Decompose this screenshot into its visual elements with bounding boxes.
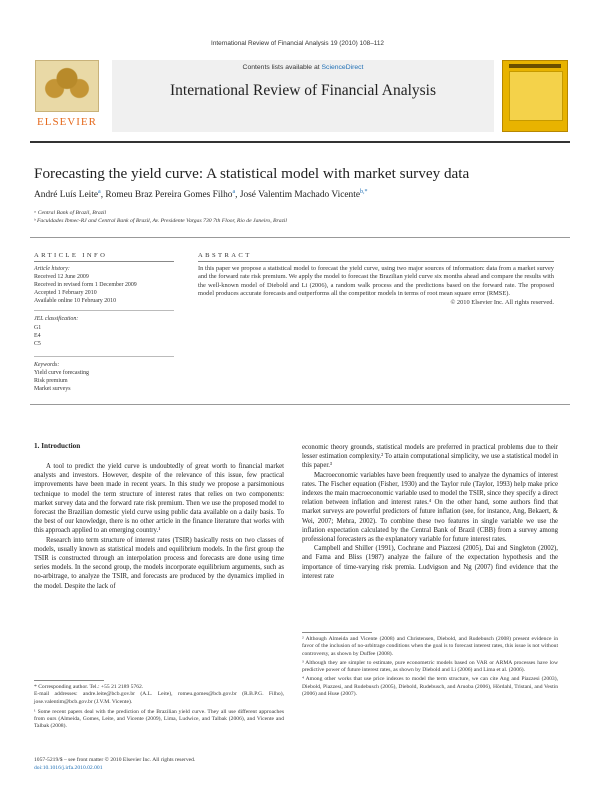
front-matter-footer [34, 756, 195, 772]
masthead-rule [30, 141, 570, 143]
section-heading: 1. Introduction [34, 442, 81, 450]
footnote: ¹ Some recent papers deal with the prediction of the Brazilian yield curve. They all use different approaches from ours (Almeida, Gomes, Leite, and Vicente (2009), Lima, Ludwice, and Talbak (2006), and Vicente and Talbak (2008). [34, 708, 284, 730]
footnote: ³ Although they are simpler to estimate, pure econometric models based on VAR or ARMA processes have low predictive power of future interest rates, as shown by Diebold and Li (2006) and Lima et al. (2006). [302, 659, 558, 674]
author-separator: , [100, 190, 106, 201]
journal-cover-thumbnail[interactable] [502, 60, 568, 132]
abstract-text: In this paper we propose a statistical model to forecast the yield curve, using two major sources of information: data from a market survey and the forward rate risk premium. We apply the model to forecast the Brazilian yield curve six months ahead and compare the results with the well-known model of Diebold and Li (2006), a random walk process and the predictions based on the forward rate. The proposed model produces accurate forecasts and outperforms all the competitor models in terms of root mean square error (RMSE). [198, 265, 554, 298]
author-affil-sup[interactable]: a [232, 189, 236, 195]
keyword: Risk premium [34, 378, 68, 385]
copyright-line: © 2010 Elsevier Inc. All rights reserved. [450, 298, 554, 306]
doi-link[interactable]: doi:10.1016/j.irfa.2010.02.001 [34, 765, 103, 771]
footnote: E-mail addresses: andre.leite@bcb.gov.br (A.L. Leite), romeu.gomes@bcb.gov.br (R.B.P.G. Filho), jose.valentim@bcb.gov.br (J.V.M. Vicente). [34, 691, 284, 705]
paragraph: A tool to predict the yield curve is undoubtedly of great worth to financial market analysts and investors. However, despite of the relevance of this issue, few practical improvements have been made in recent years. In this study we propose a parsimonious technique to model the term structure of interest rates that relies on two components: market survey data and the forward rate risk premium. Then we use the proposed model to forecast the Brazilian domestic yield curve using public data available on a daily basis. To the best of our knowledge, there is no other article in the finance literature that works with this approach applied to an emerging country.¹ [34, 463, 284, 535]
elsevier-logo[interactable] [32, 60, 102, 132]
footnotes-right [302, 636, 558, 698]
contents-prefix: Contents lists available at [242, 64, 320, 71]
article-info-heading: ARTICLE INFO [34, 252, 108, 259]
contents-line [112, 64, 494, 71]
footnotes-left [34, 684, 284, 731]
affiliation: ᵇ Faculdades Ibmec-RJ and Central Bank of Brazil, Av. Presidente Vargas 730 7th Floor, Rio de Janeiro, Brazil [34, 218, 287, 224]
history-item: Accepted 1 February 2010 [34, 290, 97, 297]
author-list [34, 189, 367, 200]
publisher-name: ELSEVIER [37, 116, 97, 128]
abstract-heading: ABSTRACT [198, 252, 252, 259]
affiliation: ᵃ Central Bank of Brazil, Brazil [34, 210, 107, 216]
keywords-label: Keywords: [34, 361, 60, 368]
journal-banner [112, 60, 494, 132]
footnote: * Corresponding author. Tel.: +55 21 2189 5762. [34, 684, 144, 690]
abstract-body [198, 265, 554, 307]
info-rule [34, 261, 174, 262]
history-item: Available online 10 February 2010 [34, 298, 117, 305]
masthead [30, 58, 570, 136]
tree-icon [35, 60, 99, 112]
paragraph: economic theory grounds, statistical models are preferred in practical problems due to their lesser estimation complexity.² To attain computational simplicity, we use a statistical model in this paper.³ [302, 444, 558, 470]
jel-code: C5 [34, 340, 41, 347]
author-name: André Luís Leite [34, 190, 99, 201]
abstract-rule [198, 261, 554, 262]
author-affil-sup[interactable]: a [98, 189, 101, 195]
author-affil-sup[interactable]: b,* [359, 189, 368, 195]
paragraph: Research into term structure of interest rates (TSIR) basically rests on two classes of models, usually known as statistical models and equilibrium models. In the first group the TSIR is constructed through an interpolation process and forecasts are done using time series models. In the second group, the models incorporate equilibrium arguments, such as no-arbitrage, to analyze the TSIR, and forecasts are produced by the dynamics implied in the model. Despite the lack of [34, 536, 284, 590]
jel-code: E4 [34, 332, 41, 339]
footnote-rule [302, 632, 372, 633]
footnote-rule [34, 680, 104, 681]
keyword: Market surveys [34, 386, 71, 393]
body-left-column [34, 462, 284, 591]
journal-title[interactable]: International Review of Financial Analysis [169, 82, 437, 99]
journal-citation: International Review of Financial Analysis 19 (2010) 108–112 [211, 40, 384, 47]
jel-code: G1 [34, 324, 42, 331]
paragraph: Campbell and Shiller (1991), Cochrane and Piazzesi (2005), Dai and Singleton (2002), and Fama and Bliss (1987) analyze the failure of the expectation hypothesis and the importance of time-varying risk premia. Ludvigson and Ng (2007) find evidence that the interest rate [302, 545, 558, 580]
history-label: Article history: [34, 266, 70, 272]
issn-line: 1057-5219/$ – see front matter © 2010 Elsevier Inc. All rights reserved. [34, 757, 196, 763]
history-item: Received in revised form 1 December 2009 [34, 282, 137, 289]
author-name: Romeu Braz Pereira Gomes Filho [105, 190, 233, 201]
article-info [34, 265, 174, 399]
jel-label: JEL classification: [34, 316, 79, 323]
history-item: Received 12 June 2009 [34, 274, 89, 281]
paragraph: Macroeconomic variables have been frequently used to analyze the dynamics of interest rates. The Fischer equation (Fisher, 1930) and the Taylor rule (Taylor, 1993) help make price indexes the main macroeconomic variable used to model the TSIR, since they specify a direct relation between inflation and interest rates.⁴ On the other hand, some authors find that market surveys are powerful predictors of future inflation (see, for instance, Ang, Bekaert, & Wei, 2007; Mehra, 2002). To combine these two features in single variable we use the inflation expectation calculated by the Central Bank of Brazil (CBB) from a survey among professional forecasters as the explanatory variable for future interest rates. [302, 471, 558, 544]
author-separator: , [235, 190, 240, 201]
footnote: ⁴ Among other works that use price indexes to model the term structure, we can cite Ang and Piazzesi (2003), Diebold, Piazzesi, and Rudebusch (2005), Diebold, Rudebusch, and Aruoba (2006), Hördahl, Tristani, and Vestin (2006) and Huse (2007). [302, 676, 558, 698]
section-rule [30, 237, 570, 238]
keyword: Yield curve forecasting [34, 369, 89, 376]
section-rule [30, 404, 570, 405]
body-right-column [302, 443, 558, 581]
author-name: José Valentim Machado Vicente [239, 190, 360, 201]
cover-header-bar [509, 64, 561, 68]
cover-art [509, 71, 563, 121]
article-title: Forecasting the yield curve: A statistical model with market survey data [34, 165, 470, 182]
footnote: ² Although Almeida and Vicente (2008) and Christensen, Diebold, and Rudebusch (2008) present evidence in favor of the inclusion of no-arbitrage conditions when the goal is to forecast interest rates, this issue is not without controversy, as shown by Duffee (2008). [302, 636, 558, 657]
sciencedirect-link[interactable]: ScienceDirect [321, 64, 364, 71]
